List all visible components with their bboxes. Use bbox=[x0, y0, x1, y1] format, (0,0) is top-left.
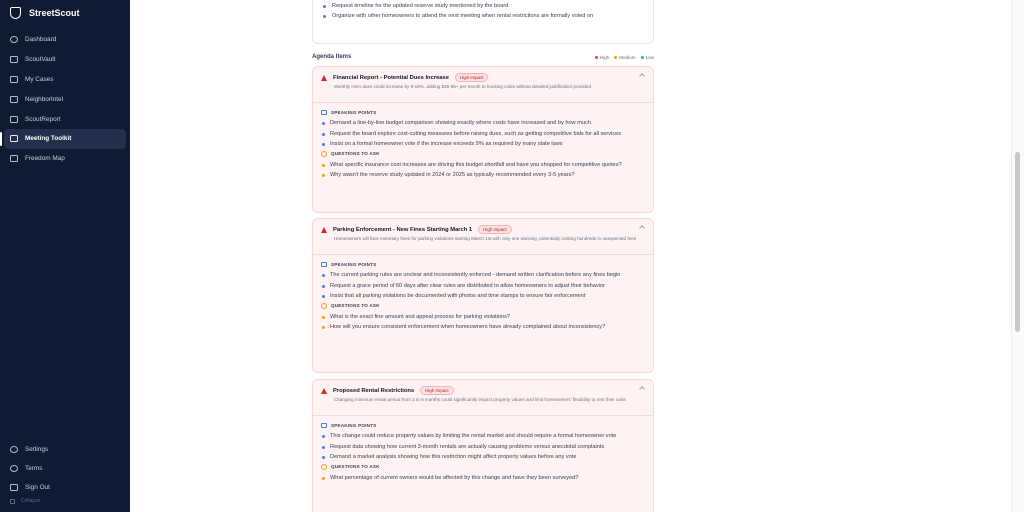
sidebar-item-freedom-map[interactable] bbox=[4, 149, 126, 169]
bullet-icon bbox=[322, 164, 325, 167]
gear-icon bbox=[10, 446, 18, 453]
speaking-points-heading: SPEAKING POINTS bbox=[321, 262, 645, 267]
agenda-card-header[interactable] bbox=[313, 67, 653, 103]
list-item: How will you ensure consistent enforcement when homeowners have already complained about inconsistency? bbox=[321, 323, 645, 331]
agenda-card bbox=[312, 379, 654, 512]
agenda-card-header[interactable] bbox=[313, 219, 653, 255]
agenda-card-body bbox=[313, 103, 653, 180]
bullet-icon bbox=[322, 456, 325, 459]
bullet-icon bbox=[322, 285, 325, 288]
sign-out-icon bbox=[10, 484, 18, 491]
chat-icon bbox=[321, 110, 327, 115]
folder-icon bbox=[10, 76, 18, 83]
agenda-title: Agenda Items bbox=[312, 54, 352, 60]
sidebar-item-label: Terms bbox=[25, 465, 43, 472]
app-name: StreetScout bbox=[29, 8, 80, 18]
sidebar-item-settings[interactable] bbox=[4, 440, 126, 459]
questions-heading: QUESTIONS TO ASK bbox=[321, 151, 645, 157]
impact-legend bbox=[595, 55, 654, 60]
legend-item-medium: Medium bbox=[614, 55, 635, 60]
question-icon bbox=[321, 464, 327, 470]
bullet-icon bbox=[323, 5, 326, 8]
sidebar-item-label: Dashboard bbox=[25, 36, 57, 44]
speaking-points-heading: SPEAKING POINTS bbox=[321, 110, 645, 115]
speaking-points-heading: SPEAKING POINTS bbox=[321, 423, 645, 428]
agenda-card-title: Proposed Rental Restrictions bbox=[333, 387, 415, 394]
questions-heading: QUESTIONS TO ASK bbox=[321, 464, 645, 470]
sidebar-item-label: Sign Out bbox=[25, 484, 50, 491]
list-item: Organize with other homeowners to attend the next meeting when rental restrictions are formally voted on bbox=[323, 12, 643, 20]
sidebar-item-my-cases[interactable] bbox=[4, 70, 126, 90]
agenda-card-title: Financial Report - Potential Dues Increase bbox=[333, 74, 449, 81]
agenda-card-description: Changing minimum rental period from 3 to 6 months could significantly impact property values and limit homeowners' flexibility to rent their units bbox=[334, 397, 626, 402]
agenda-card bbox=[312, 218, 654, 373]
bullet-icon bbox=[322, 122, 325, 125]
impact-badge: High Impact bbox=[478, 225, 511, 234]
agenda-card-body bbox=[313, 255, 653, 332]
sidebar-item-label: ScoutReport bbox=[25, 115, 61, 123]
vault-icon bbox=[10, 56, 18, 63]
warning-icon bbox=[321, 227, 327, 233]
bullet-icon bbox=[322, 295, 325, 298]
bullet-icon bbox=[322, 446, 325, 449]
sidebar-item-meeting-toolkit[interactable] bbox=[4, 129, 126, 149]
list-item: Why wasn't the reserve study updated in 2024 or 2025 as typically recommended every 3-5 years? bbox=[321, 171, 645, 179]
sidebar bbox=[0, 0, 130, 512]
bullet-icon bbox=[322, 143, 325, 146]
bullet-icon bbox=[322, 316, 325, 319]
report-icon bbox=[10, 116, 18, 123]
collapse-icon bbox=[10, 499, 15, 504]
sidebar-item-label: NeighborIntel bbox=[25, 95, 64, 103]
bullet-icon bbox=[323, 15, 326, 18]
sidebar-item-label: Freedom Map bbox=[25, 155, 65, 163]
legend-dot-icon bbox=[595, 56, 598, 59]
sidebar-item-terms[interactable] bbox=[4, 459, 126, 478]
dashboard-icon bbox=[10, 36, 18, 43]
sidebar-item-neighborintel[interactable] bbox=[4, 89, 126, 109]
list-item: The current parking rules are unclear and inconsistently enforced - demand written clarification before any fines begin bbox=[321, 271, 645, 279]
legend-dot-icon bbox=[641, 56, 644, 59]
list-item: Request the board explore cost-cutting measures before raising dues, such as getting competitive bids for all services bbox=[321, 130, 645, 138]
sidebar-item-label: Settings bbox=[25, 446, 49, 453]
collapse-label: Collapse bbox=[21, 498, 41, 504]
list-item: What specific insurance cost increases are driving this budget shortfall and have you shopped for competitive quotes? bbox=[321, 161, 645, 169]
chat-icon bbox=[321, 423, 327, 428]
bullet-icon bbox=[322, 326, 325, 329]
legend-dot-icon bbox=[614, 56, 617, 59]
agenda-header bbox=[312, 52, 654, 62]
impact-badge: High Impact bbox=[420, 386, 453, 395]
agenda-card bbox=[312, 66, 654, 213]
warning-icon bbox=[321, 388, 327, 394]
chat-icon bbox=[321, 262, 327, 267]
list-item: Demand a line-by-line budget comparison showing exactly where costs have increased and by how much bbox=[321, 119, 645, 127]
agenda-card-body bbox=[313, 416, 653, 482]
sidebar-bottom-nav bbox=[0, 440, 130, 497]
agenda-card-description: Monthly HOA dues could increase by 8-15%, adding $35-65+ per month to housing costs without detailed justification provided bbox=[334, 84, 592, 89]
bullet-icon bbox=[322, 435, 325, 438]
bullet-icon bbox=[322, 174, 325, 177]
questions-heading: QUESTIONS TO ASK bbox=[321, 303, 645, 309]
warning-icon bbox=[321, 75, 327, 81]
page-scrollbar[interactable] bbox=[1011, 0, 1024, 512]
list-item: What percentage of current owners would be affected by this change and have they been surveyed? bbox=[321, 474, 645, 482]
scrollbar-thumb[interactable] bbox=[1015, 152, 1020, 332]
sidebar-item-sign-out[interactable] bbox=[4, 478, 126, 497]
agenda-card-title: Parking Enforcement - New Fines Starting March 1 bbox=[333, 226, 473, 233]
agenda-card-header[interactable] bbox=[313, 380, 653, 416]
legend-item-high: High bbox=[595, 55, 609, 60]
collapse-button[interactable] bbox=[10, 498, 40, 504]
map-icon bbox=[10, 155, 18, 162]
bullet-icon bbox=[322, 274, 325, 277]
question-icon bbox=[321, 151, 327, 157]
document-icon bbox=[10, 465, 18, 472]
previous-card bbox=[312, 0, 654, 44]
sidebar-item-dashboard[interactable] bbox=[4, 30, 126, 50]
list-item: Request timeline for the updated reserve study mentioned by the board bbox=[323, 2, 643, 10]
sidebar-nav bbox=[0, 30, 130, 169]
book-icon bbox=[10, 96, 18, 103]
calendar-icon bbox=[10, 135, 18, 142]
list-item: Insist on a formal homeowner vote if the increase exceeds 5% as required by many state laws bbox=[321, 140, 645, 148]
sidebar-item-scoutreport[interactable] bbox=[4, 109, 126, 129]
list-item: Request data showing how current 3-month rentals are actually causing problems versus anecdotal complaints bbox=[321, 443, 645, 451]
list-item: Demand a market analysis showing how this restriction might affect property values before any vote bbox=[321, 453, 645, 461]
sidebar-item-label: ScoutVault bbox=[25, 56, 56, 64]
sidebar-item-label: My Cases bbox=[25, 75, 54, 83]
list-item: What is the exact fine amount and appeal process for parking violations? bbox=[321, 313, 645, 321]
bullet-icon bbox=[322, 133, 325, 136]
shield-logo-icon bbox=[10, 7, 21, 19]
sidebar-item-scoutvault[interactable] bbox=[4, 50, 126, 70]
legend-item-low: Low bbox=[641, 55, 654, 60]
sidebar-item-label: Meeting Toolkit bbox=[25, 135, 72, 143]
list-item: Insist that all parking violations be documented with photos and time stamps to ensure fair enforcement bbox=[321, 292, 645, 300]
question-icon bbox=[321, 303, 327, 309]
bullet-icon bbox=[322, 477, 325, 480]
agenda-card-description: Homeowners will face monetary fines for parking violations starting March 1st with only one warning, potentially costing hundreds in unexpected fees bbox=[334, 236, 637, 241]
impact-badge: High Impact bbox=[455, 73, 488, 82]
list-item: This change could reduce property values by limiting the rental market and should require a formal homeowner vote bbox=[321, 432, 645, 440]
list-item: Request a grace period of 60 days after clear rules are distributed to allow homeowners to adjust their behavior bbox=[321, 282, 645, 290]
brand[interactable] bbox=[0, 0, 130, 26]
